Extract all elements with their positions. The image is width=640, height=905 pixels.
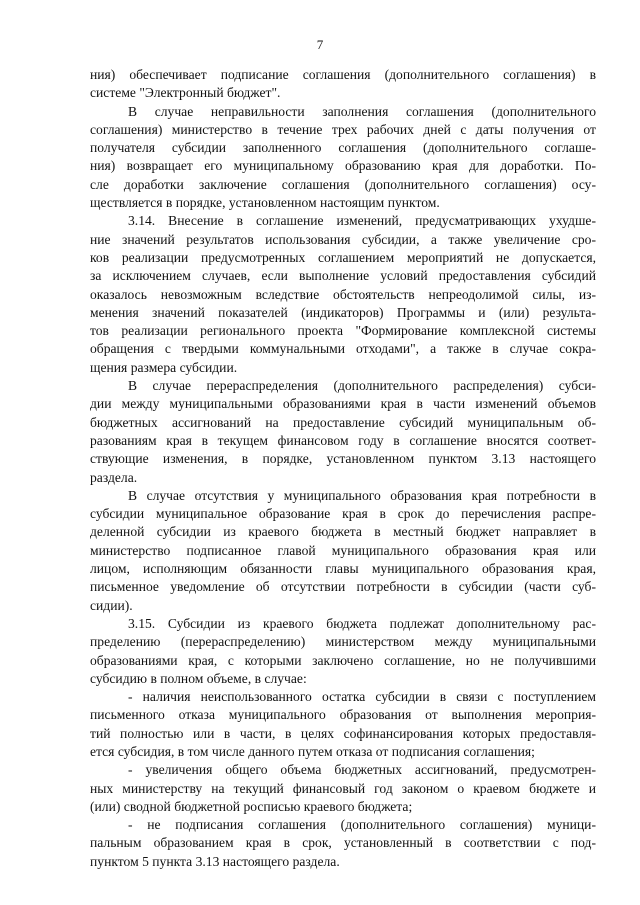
- paragraph: [90, 688, 596, 761]
- text-line: 3.14. Внесение в соглашение изменений, предусматривающих ухудше-: [128, 213, 596, 229]
- paragraph: [90, 761, 596, 816]
- text-line: (или) сводной бюджетной росписью краевого бюджета;: [90, 798, 413, 814]
- text-line: письменное уведомление об отсутствии потребности в субсидии (части суб-: [90, 579, 596, 595]
- text-line: образованиями края, с которыми заключено соглашение, но не получившими: [90, 652, 596, 668]
- text-line: ется субсидия, в том числе данного путем отказа от подписания соглашения;: [90, 743, 535, 759]
- text-line: сидии).: [90, 597, 133, 613]
- text-line: субсидии муниципальное образование края в срок до перечисления распре-: [90, 506, 596, 522]
- text-line: тов реализации регионального проекта "Формирование комплексной системы: [90, 323, 596, 339]
- paragraph: [90, 816, 596, 871]
- text-line: ствующие изменения, в порядке, установленном пунктом 3.13 настоящего: [90, 451, 596, 467]
- text-line: ков реализации предусмотренных соглашением мероприятий не допускается,: [90, 249, 596, 265]
- text-line: В случае перераспределения (дополнительного распределения) субси-: [128, 378, 596, 394]
- text-line: системе "Электронный бюджет".: [90, 85, 281, 101]
- text-line: сле доработки заключение соглашения (дополнительного соглашения) осу-: [90, 176, 596, 192]
- text-line: ние значений результатов использования субсидии, а также увеличение сро-: [90, 231, 596, 247]
- paragraph: [90, 103, 596, 213]
- text-line: менения значений показателей (индикаторов) Программы и (или) результа-: [90, 304, 596, 320]
- text-line: субсидию в полном объеме, в случае:: [90, 670, 307, 686]
- text-line: письменного отказа муниципального образования от выполнения мероприя-: [90, 707, 596, 723]
- text-line: пунктом 5 пункта 3.13 настоящего раздела.: [90, 853, 340, 869]
- text-line: обращения с твердыми коммунальными отходами", а также в случае сокра-: [90, 341, 596, 357]
- paragraph: [90, 377, 596, 487]
- text-line: ществляется в порядке, установленном настоящим пунктом.: [90, 195, 440, 211]
- text-line: - не подписания соглашения (дополнительного соглашения) муници-: [128, 817, 596, 833]
- paragraph: [90, 487, 596, 615]
- text-line: раздела.: [90, 469, 138, 485]
- text-line: бюджетных ассигнований на предоставление субсидий муниципальным об-: [90, 414, 596, 430]
- text-line: пределению (перераспределению) министерством между муниципальными: [90, 634, 596, 650]
- text-line: деленной субсидии из краевого бюджета в местный бюджет направляет в: [90, 524, 596, 540]
- text-line: ния) возвращает его муниципальному образованию края для доработки. По-: [90, 158, 596, 174]
- text-line: разованиям края в текущем финансовом году в соглашение вносятся соответ-: [90, 432, 596, 448]
- text-line: за исключением случаев, если выполнение условий предоставления субсидий: [90, 268, 596, 284]
- text-line: получателя субсидии заполненного соглашения (дополнительного соглаше-: [90, 140, 596, 156]
- page-number: 7: [316, 37, 324, 52]
- text-line: тий полностью или в части, в целях софинансирования которых предоставля-: [90, 725, 596, 741]
- text-line: щения размера субсидии.: [90, 359, 238, 375]
- paragraph: [90, 615, 596, 688]
- text-line: 3.15. Субсидии из краевого бюджета подлежат дополнительному рас-: [128, 615, 596, 631]
- paragraph: [90, 66, 596, 103]
- text-line: - наличия неиспользованного остатка субсидии в связи с поступлением: [128, 689, 596, 705]
- text-line: дии между муниципальными образованиями края в части изменений объемов: [90, 396, 596, 412]
- text-line: - увеличения общего объема бюджетных ассигнований, предусмотрен-: [128, 762, 596, 778]
- text-line: соглашения) министерство в течение трех рабочих дней с даты получения от: [90, 121, 596, 137]
- text-line: пальным образованием края в срок, установленный в соответствии с под-: [90, 835, 596, 851]
- text-line: ных министерству на текущий финансовый год законом о краевом бюджете и: [90, 780, 596, 796]
- text-line: оказалось невозможным вследствие обстоятельств непреодолимой силы, из-: [90, 286, 596, 302]
- document-body: [90, 66, 596, 871]
- text-line: лицом, исполняющим обязанности главы муниципального образования края,: [90, 561, 596, 577]
- text-line: В случае отсутствия у муниципального образования края потребности в: [128, 487, 596, 503]
- text-line: ния) обеспечивает подписание соглашения (дополнительного соглашения) в: [90, 67, 596, 82]
- paragraph: [90, 212, 596, 377]
- text-line: министерство подписанное главой муниципального образования края или: [90, 542, 596, 558]
- text-line: В случае неправильности заполнения соглашения (дополнительного: [128, 103, 596, 119]
